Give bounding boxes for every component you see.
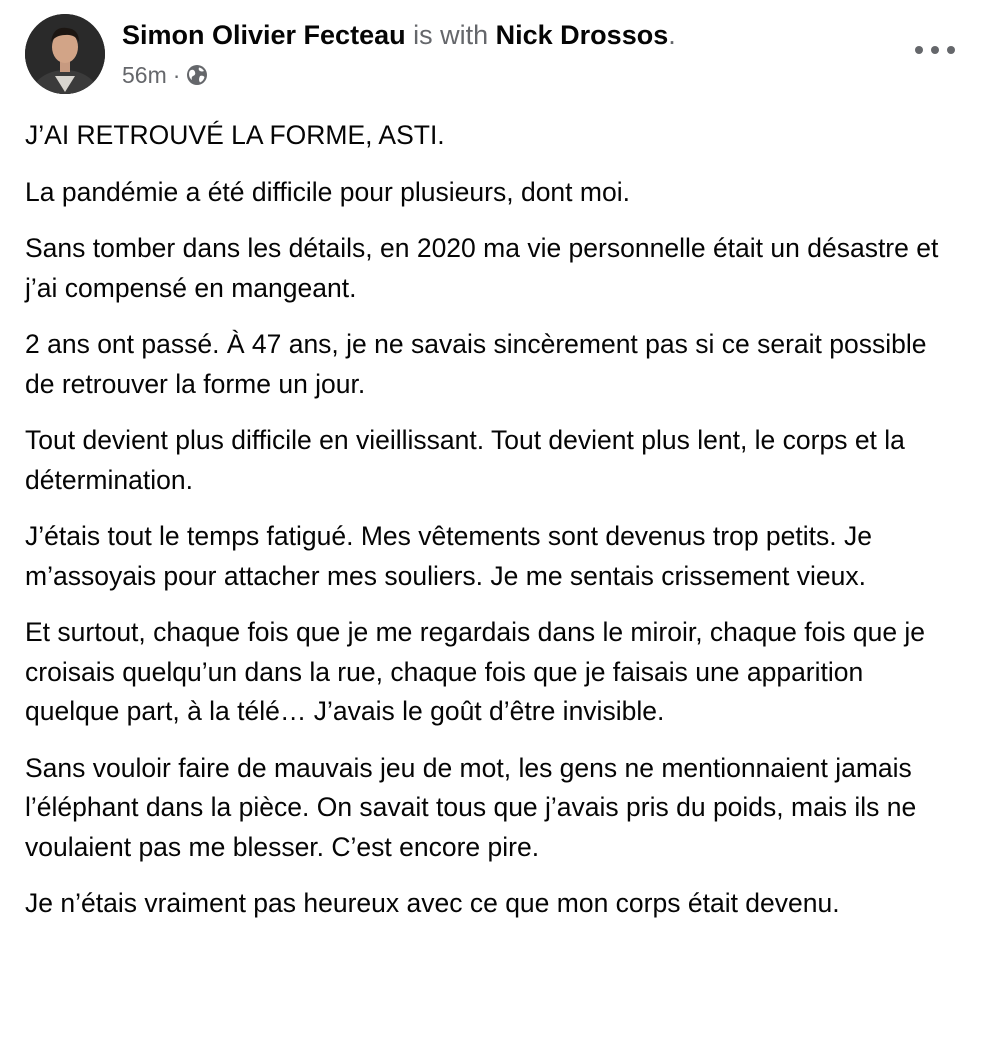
post-paragraph: La pandémie a été difficile pour plusieurs, dont moi. <box>25 176 630 207</box>
post-subtitle <box>122 61 897 89</box>
more-dot <box>931 46 939 54</box>
post-paragraph: J’AI RETROUVÉ LA FORME, ASTI. <box>25 120 445 150</box>
separator-dot: · <box>172 62 181 88</box>
more-dot <box>915 46 923 54</box>
post-paragraph: Sans vouloir faire de mauvais jeu de mot, les gens ne mentionnaient jamais l’éléphant dans la pièce. On savait tous que j’avais pris du poids, mais ils ne voulaient pas me blesser. C’est encore pire. <box>25 752 917 862</box>
post-paragraph: 2 ans ont passé. À 47 ans, je ne savais sincèrement pas si ce serait possible de retrouver la forme un jour. <box>25 329 927 399</box>
post-header <box>25 14 957 96</box>
more-dot <box>947 46 955 54</box>
post-title-line <box>122 19 897 51</box>
post-body <box>25 116 960 941</box>
post-timestamp[interactable]: 56m <box>122 62 167 88</box>
tagged-name[interactable]: Nick Drossos <box>495 20 669 50</box>
post-meta <box>122 19 897 89</box>
post-paragraph: Et surtout, chaque fois que je me regardais dans le miroir, chaque fois que je croisais quelqu’un dans la rue, chaque fois que je faisais une apparition quelque part, à la télé… J’avais le goût d’être invisible. <box>25 617 926 726</box>
author-avatar[interactable] <box>25 14 105 94</box>
with-text: is with <box>413 20 489 50</box>
title-period: . <box>668 20 676 50</box>
more-options-icon[interactable] <box>915 36 955 64</box>
post-paragraph: Je n’étais vraiment pas heureux avec ce que mon corps était devenu. <box>25 888 840 918</box>
post-paragraph: Sans tomber dans les détails, en 2020 ma vie personnelle était un désastre et j’ai compensé en mangeant. <box>25 233 939 303</box>
post-paragraph: Tout devient plus difficile en vieillissant. Tout devient plus lent, le corps et la détermination. <box>25 425 905 495</box>
globe-icon[interactable] <box>186 64 208 86</box>
post-paragraph: J’étais tout le temps fatigué. Mes vêtements sont devenus trop petits. Je m’assoyais pour attacher mes souliers. Je me sentais crissement vieux. <box>25 521 872 591</box>
author-name[interactable]: Simon Olivier Fecteau <box>122 20 406 50</box>
